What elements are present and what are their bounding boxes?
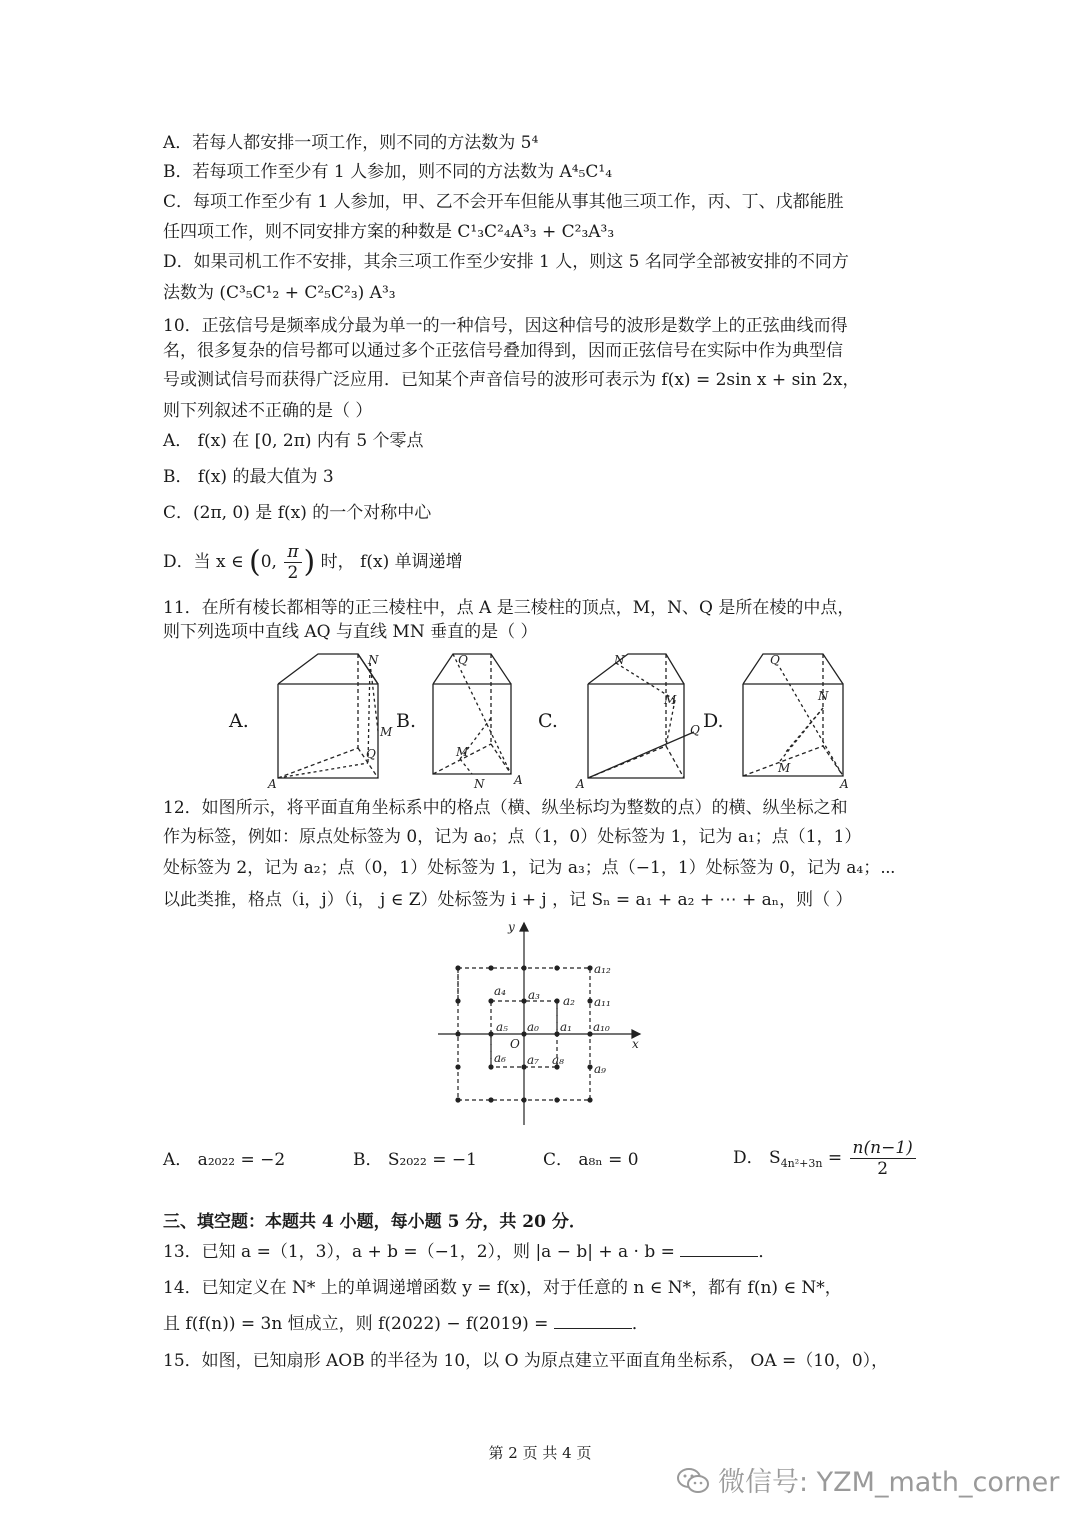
y-axis-label: y xyxy=(508,920,515,934)
q11-fig-label-b: B. xyxy=(396,710,417,732)
fraction-denominator: 2 xyxy=(877,1159,889,1179)
prism-b-label-a: A xyxy=(514,773,523,787)
prism-a xyxy=(278,654,378,778)
q9-option-c-line2: 任四项工作，则不同安排方案的种数是 C¹₃C²₄A³₃ + C²₃A³₃ xyxy=(163,222,615,242)
lattice-point xyxy=(455,1097,460,1102)
label-a9: a₉ xyxy=(594,1062,606,1076)
lattice-point xyxy=(488,1064,493,1069)
prism-a-label-m: M xyxy=(380,725,393,739)
q9-option-d-line2: 法数为 (C³₅C¹₂ + C²₅C²₃) A³₃ xyxy=(163,283,396,303)
lattice-point xyxy=(521,1064,526,1069)
lattice-point xyxy=(455,998,460,1003)
label-a12: a₁₂ xyxy=(594,962,611,976)
prism-c-label-n: N xyxy=(614,653,625,667)
q10-option-d-prefix: D．当 x ∈ xyxy=(163,552,250,572)
watermark xyxy=(676,1460,1059,1502)
origin-label: O xyxy=(510,1037,520,1051)
q11-fig-label-a: A. xyxy=(229,710,249,732)
lattice-point xyxy=(455,965,460,970)
lattice-point xyxy=(587,1097,592,1102)
q12-option-d-fraction xyxy=(850,1138,916,1179)
prism-a-label-a: A xyxy=(268,777,277,791)
q12-option-d-prefix: D． S xyxy=(733,1148,781,1168)
lattice-point xyxy=(488,998,493,1003)
q14-answer-blank[interactable] xyxy=(554,1312,632,1329)
q14-line2: 且 f(f(n)) = 3n 恒成立，则 f(2022) − f(2019) = ． xyxy=(163,1314,649,1334)
q12-option-d-subscript: 4n²+3n xyxy=(780,1157,823,1170)
lattice-point xyxy=(554,1031,559,1036)
section-3-heading: 三、填空题：本题共 4 小题，每小题 5 分，共 20 分． xyxy=(163,1212,586,1232)
label-a7: a₇ xyxy=(527,1053,539,1067)
label-a0: a₀ xyxy=(527,1020,539,1034)
q10-option-d-suffix: 时， f(x) 单调递增 xyxy=(320,552,463,572)
prism-d-label-m: M xyxy=(778,761,791,775)
q10-stem-line4: 则下列叙述不正确的是（ ） xyxy=(163,401,373,421)
prism-a-label-q: Q xyxy=(366,747,376,761)
lattice-point xyxy=(521,1031,526,1036)
prism-a-label-n: N xyxy=(368,653,379,667)
page-footer: 第 2 页 共 4 页 xyxy=(488,1444,592,1462)
q12-stem-line2: 作为标签，例如：原点处标签为 0，记为 a₀；点（1，0）处标签为 1，记为 a₁；点（1，1） xyxy=(163,827,862,847)
x-axis-label: x xyxy=(632,1037,639,1051)
watermark-text: 微信号: YZM_math_corner xyxy=(718,1467,1060,1498)
q12-option-a: A． a₂₀₂₂ = −2 xyxy=(163,1150,286,1170)
prism-b xyxy=(433,654,511,774)
lattice-point xyxy=(488,1097,493,1102)
q9-option-b: B．若每项工作至少有 1 人参加，则不同的方法数为 A⁴₅C¹₄ xyxy=(163,162,613,182)
q10-option-c: C．(2π, 0) 是 f(x) 的一个对称中心 xyxy=(163,503,432,523)
q13: 13．已知 a =（1，3），a + b =（−1，2），则 |a − b| + a · b = ． xyxy=(163,1242,776,1262)
q10-option-b: B． f(x) 的最大值为 3 xyxy=(163,467,334,487)
q10-stem-line3: 号或测试信号而获得广泛应用．已知某个声音信号的波形可表示为 f(x) = 2sin x + sin 2x， xyxy=(163,370,860,390)
q11-stem-line2: 则下列选项中直线 AQ 与直线 MN 垂直的是（ ） xyxy=(163,622,538,642)
q11-fig-label-d: D. xyxy=(703,710,724,732)
lattice-point xyxy=(488,965,493,970)
q12-option-d-equals: = xyxy=(822,1148,848,1168)
q12-stem-line4: 以此类推，格点（i，j）（i， j ∈ Z）处标签为 i + j ，记 Sₙ = a₁ + a₂ + ⋯ + aₙ，则（ ） xyxy=(163,890,853,910)
q11-fig-label-c: C. xyxy=(538,710,558,732)
q12-option-b: B． S₂₀₂₂ = −1 xyxy=(353,1150,477,1170)
q14-line2-text: 且 f(f(n)) = 3n 恒成立，则 f(2022) − f(2019) = xyxy=(163,1314,549,1334)
q10-stem-line2: 名，很多复杂的信号都可以通过多个正弦信号叠加得到，因而正弦信号在实际中作为典型信 xyxy=(163,341,843,361)
lattice-point xyxy=(521,965,526,970)
fraction-denominator: 2 xyxy=(287,563,299,583)
prism-d-label-q: Q xyxy=(770,653,780,667)
q12-lattice-figure xyxy=(430,915,650,1130)
label-a1: a₁ xyxy=(560,1020,572,1034)
prism-c-label-m: M xyxy=(664,693,677,707)
prism-b-label-n: N xyxy=(474,777,485,791)
lattice-point xyxy=(587,1031,592,1036)
q10-option-d-fraction xyxy=(284,542,301,583)
lattice-point xyxy=(554,998,559,1003)
lattice-point xyxy=(521,998,526,1003)
q13-answer-blank[interactable] xyxy=(680,1240,758,1257)
label-a10: a₁₀ xyxy=(593,1020,610,1034)
label-a11: a₁₁ xyxy=(594,995,611,1009)
prism-d-label-a: A xyxy=(840,777,849,791)
q12-stem-line3: 处标签为 2，记为 a₂；点（0，1）处标签为 1，记为 a₃；点（−1，1）处标签为 0，记为 a₄；⋯ xyxy=(163,858,896,878)
q15-line1: 15．如图，已知扇形 AOB 的半径为 10，以 O 为原点建立平面直角坐标系， OA =（10，0）， xyxy=(163,1351,889,1371)
lattice-point xyxy=(455,1031,460,1036)
q12-option-d xyxy=(733,1134,918,1188)
lattice-point xyxy=(587,1064,592,1069)
prism-c-label-a: A xyxy=(576,777,585,791)
lattice-point xyxy=(587,998,592,1003)
q11-prism-figures xyxy=(260,648,880,793)
prism-b-label-m: M xyxy=(456,745,469,759)
q12-stem-line1: 12．如图所示，将平面直角坐标系中的格点（横、纵坐标均为整数的点）的横、纵坐标之和 xyxy=(163,798,848,818)
q9-option-c-line1: C．每项工作至少有 1 人参加，甲、乙不会开车但能从事其他三项工作，丙、丁、戊都能胜 xyxy=(163,192,844,212)
label-a4: a₄ xyxy=(494,984,506,998)
label-a6: a₆ xyxy=(494,1051,506,1065)
lattice-point xyxy=(587,965,592,970)
q10-option-d: D．当 x ∈ (0, $\frac{\pi}{2}$ ) 时， f(x) 单调递增 xyxy=(163,542,463,583)
prism-d-label-n: N xyxy=(818,689,829,703)
prism-c-label-q: Q xyxy=(690,723,700,737)
wechat-icon xyxy=(676,1467,710,1502)
lattice-point xyxy=(521,1097,526,1102)
label-a3: a₃ xyxy=(528,988,540,1002)
prism-c xyxy=(588,654,694,778)
prism-b-label-q: Q xyxy=(458,653,468,667)
q14-line1: 14．已知定义在 N* 上的单调递增函数 y = f(x)，对于任意的 n ∈ N*，都有 f(n) ∈ N*， xyxy=(163,1278,842,1298)
lattice-point xyxy=(488,1031,493,1036)
lattice-point xyxy=(554,1097,559,1102)
q13-text: 13．已知 a =（1，3），a + b =（−1，2），则 |a − b| + a · b = xyxy=(163,1242,675,1262)
label-a5: a₅ xyxy=(496,1020,508,1034)
q9-option-d-line1: D．如果司机工作不安排，其余三项工作至少安排 1 人，则这 5 名同学全部被安排的不同方 xyxy=(163,252,849,272)
lattice-point xyxy=(455,1064,460,1069)
q10-option-a: A． f(x) 在 [0, 2π) 内有 5 个零点 xyxy=(163,431,424,451)
lattice-point xyxy=(554,965,559,970)
label-a8: a₈ xyxy=(552,1053,564,1067)
fraction-numerator: π xyxy=(284,542,301,563)
q9-option-a: A．若每人都安排一项工作，则不同的方法数为 5⁴ xyxy=(163,133,539,153)
q11-stem-line1: 11．在所有棱长都相等的正三棱柱中，点 A 是三棱柱的顶点，M，N、Q 是所在棱的中点， xyxy=(163,598,855,618)
q10-stem-line1: 10．正弦信号是频率成分最为单一的一种信号，因这种信号的波形是数学上的正弦曲线而得 xyxy=(163,316,848,336)
label-a2: a₂ xyxy=(563,994,575,1008)
fraction-numerator: n(n−1) xyxy=(850,1138,916,1159)
q12-option-c: C． a₈ₙ = 0 xyxy=(543,1150,639,1170)
prism-d xyxy=(743,654,843,776)
y-axis-arrow-icon xyxy=(520,923,528,931)
